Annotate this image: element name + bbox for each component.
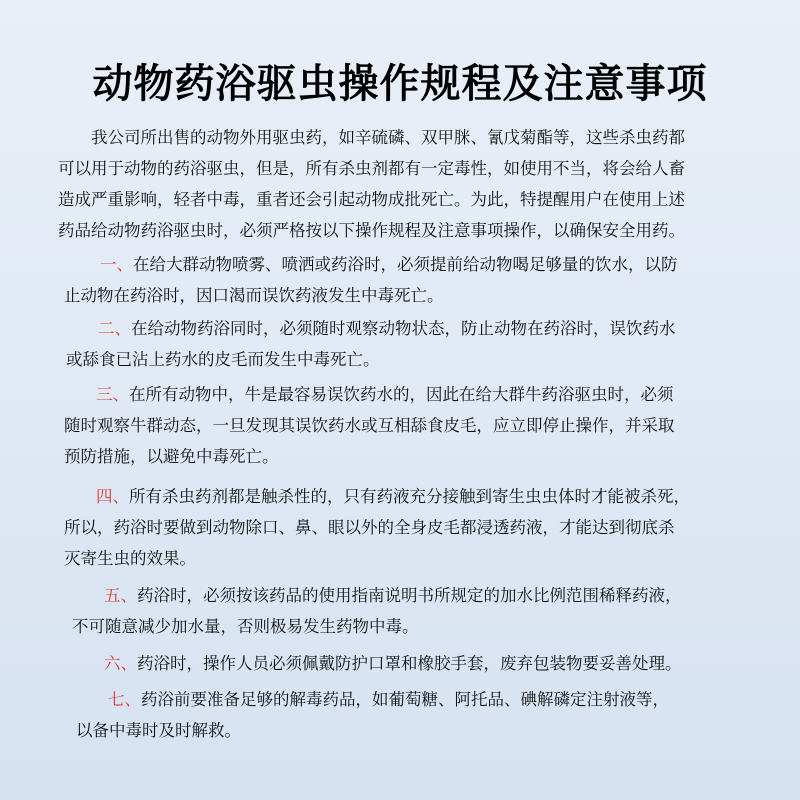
- item-text: 随时观察牛群动态，一旦发现其误饮药水或互相舔食皮毛，应立即停止操作，并采取: [64, 416, 675, 435]
- item-text: 预防措施，以避免中毒死亡。: [64, 447, 279, 466]
- rule-item-5: [66, 580, 766, 642]
- page-title: 动物药浴驱虫操作规程及注意事项: [92, 61, 708, 107]
- item-text: 药浴前要准备足够的解毒药品，如葡萄糖、阿托品、碘解磷定注射液等，: [141, 690, 669, 709]
- item-text: 所以，药浴时要做到动物除口、鼻、眼以外的全身皮毛都浸透药液，才能达到彻底杀: [64, 518, 675, 537]
- item-number: 七、: [108, 690, 141, 709]
- item-text: 所有杀虫药剂都是触杀性的，只有药液充分接触到寄生虫虫体时才能被杀死，: [129, 487, 690, 506]
- intro-line: 我公司所出售的动物外用驱虫药，如辛硫磷、双甲脒、氰戊菊酯等，这些杀虫药都: [91, 128, 685, 147]
- item-number: 五、: [104, 586, 137, 605]
- item-number: 二、: [98, 319, 131, 338]
- item-text: 或舔食已沾上药水的皮毛而发生中毒死亡。: [66, 350, 380, 369]
- intro-line: 药品给动物药浴驱虫时，必须严格按以下操作规程及注意事项操作，以确保安全用药。: [58, 221, 685, 240]
- item-text: 在给大群动物喷雾、喷洒或药浴时，必须提前给动物喝足够量的饮水，以防: [133, 255, 678, 274]
- rule-item-7: [66, 684, 766, 746]
- item-text: 灭寄生虫的效果。: [64, 549, 196, 568]
- item-text: 不可随意减少加水量，否则极易发生药物中毒。: [72, 617, 419, 636]
- rule-item-6: [66, 648, 766, 679]
- rule-item-2: [64, 313, 764, 375]
- item-text: 止动物在药浴时，因口渴而误饮药液发生中毒死亡。: [64, 286, 444, 305]
- item-number: 三、: [96, 385, 129, 404]
- item-text: 药浴时，必须按该药品的使用指南说明书所规定的加水比例范围稀释药液，: [137, 586, 682, 605]
- item-text: 在所有动物中，牛是最容易误饮药水的，因此在给大群牛药浴驱虫时，必须: [129, 385, 674, 404]
- item-number: 六、: [104, 654, 137, 673]
- rule-item-4: [64, 481, 764, 574]
- item-text: 以备中毒时及时解救。: [76, 721, 241, 740]
- intro-paragraph: [58, 122, 758, 246]
- item-number: 四、: [96, 487, 129, 506]
- intro-line: 造成严重影响，轻者中毒，重者还会引起动物成批死亡。为此，特提醒用户在使用上述: [58, 190, 685, 209]
- rule-item-1: [64, 249, 764, 311]
- item-text: 药浴时，操作人员必须佩戴防护口罩和橡胶手套，废弃包装物要妥善处理。: [137, 654, 682, 673]
- rule-item-3: [64, 379, 764, 472]
- item-text: 在给动物药浴同时，必须随时观察动物状态，防止动物在药浴时，误饮药水: [131, 319, 676, 338]
- intro-line: 可以用于动物的药浴驱虫，但是，所有杀虫剂都有一定毒性，如使用不当，将会给人畜: [58, 159, 685, 178]
- item-number: 一、: [100, 255, 133, 274]
